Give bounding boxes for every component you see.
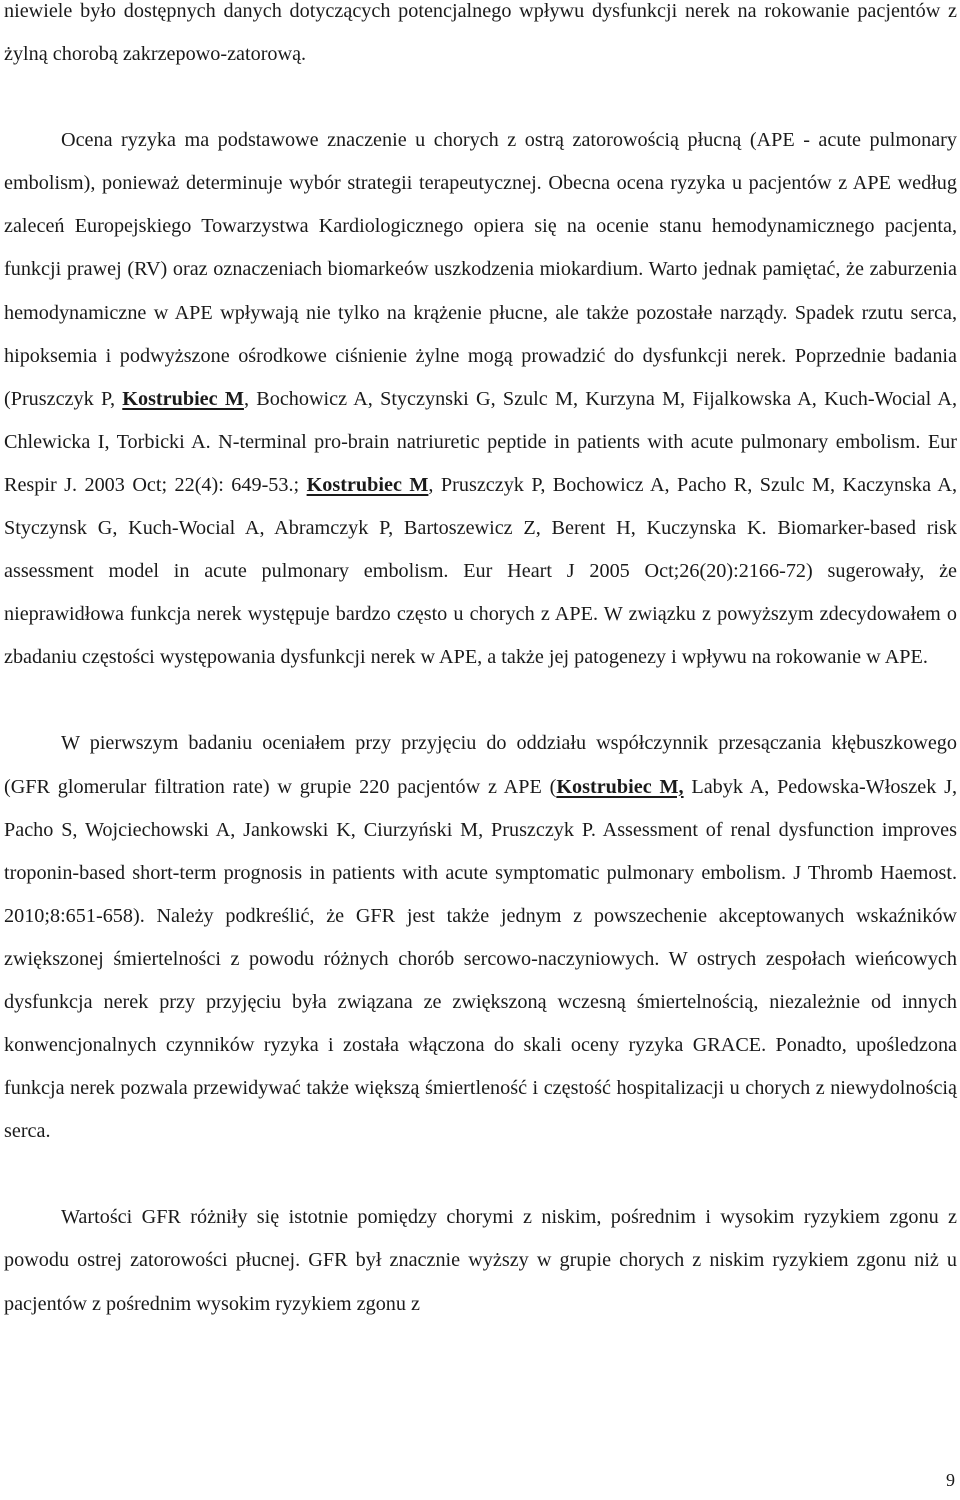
paragraph-text: Labyk A, Pedowska-Włoszek J, Pacho S, Wojciechowski A, Jankowski K, Ciurzyński M, Pruszczyk P. Assessment of renal dysfunction improves troponin-based short-term prognosis in patients with acute symptomatic pulmonary embolism. J Thromb Haemost. 2010;8:651-658). Należy podkreślić, że GFR jest także jednym z powszechenie akceptowanych wskaźników zwiększonej śmiertelności z powodu różnych chorób sercowo-naczyniowych. W ostrych zespołach wieńcowych dysfunkcja nerek przy przyjęciu była związana ze zwiększoną wczesną śmiertelnością, niezależnie od innych konwencjonalnych czynników ryzyka i została włączona do skali oceny ryzyka GRACE. Ponadto, upośledzona funkcja nerek pozwala przewidywać także większą śmiertleność i częstość hospitalizacji u chorych z niewydolnością serca.	[4, 775, 958, 1143]
paragraph-3	[4, 722, 957, 1153]
paragraph-2	[4, 119, 957, 679]
paragraph-text: W pierwszym badaniu oceniałem przy przyjęciu do oddziału współczynnik przesączania kłębuszkowego (GFR glomerular filtration rate) w grupie 220 pacjentów z APE (	[4, 732, 957, 798]
author-highlight: Kostrubiec M	[122, 387, 244, 410]
author-highlight: Kostrubiec M	[306, 473, 429, 496]
paragraph-text: , Pruszczyk P, Bochowicz A, Pacho R, Szulc M, Kaczynska A, Styczynsk G, Kuch-Wocial A, Abramczyk P, Bartoszewicz Z, Berent H, Kuczynska K. Biomarker-based risk assessment model in acute pulmonary embolism. Eur Heart J 2005 Oct;26(20):2166-72) sugerowały, że nieprawidłowa funkcja nerek występuje bardzo często u chorych z APE. W związku z powyższym zdecydowałem o zbadaniu częstości występowania dysfunkcji nerek w APE, a także jej patogenezy i wpływu na rokowanie w APE.	[4, 473, 957, 669]
author-highlight: Kostrubiec M,	[556, 775, 684, 798]
page-number: 9	[946, 1470, 955, 1490]
document-page	[4, 0, 957, 1326]
paragraph-1	[4, 0, 957, 76]
paragraph-text: Wartości GFR różniły się istotnie pomiędzy chorymi z niskim, pośrednim i wysokim ryzykiem zgonu z powodu ostrej zatorowości płucnej. GFR był znacznie wyższy w grupie chorych z niskim ryzykiem zgonu niż u pacjentów z pośrednim wysokim ryzykiem zgonu z	[4, 1206, 957, 1315]
paragraph-text: , Bochowicz A, Styczynski G, Szulc M, Kurzyna M, Fijalkowska A, Kuch-Wocial A, Chlewicka I, Torbicki A. N-terminal pro-brain natriuretic peptide in patients with acute pulmonary embolism. Eur Respir J. 2003 Oct; 22(4): 649-53.;	[4, 387, 957, 496]
paragraph-text: niewiele było dostępnych danych dotyczących potencjalnego wpływu dysfunkcji nerek na rokowanie pacjentów z żylną chorobą zakrzepowo-zatorową.	[4, 0, 957, 66]
paragraph-4	[4, 1196, 957, 1325]
paragraph-text: Ocena ryzyka ma podstawowe znaczenie u chorych z ostrą zatorowością płucną (APE - acute pulmonary embolism), ponieważ determinuje wybór strategii terapeutycznej. Obecna ocena ryzyka u pacjentów z APE według zaleceń Europejskiego Towarzystwa Kardiologicznego opiera się na ocenie stanu hemodynamicznego pacjenta, funkcji prawej (RV) oraz oznaczeniach biomarkeów uszkodzenia miokardium. Warto jednak pamiętać, że zaburzenia hemodynamiczne w APE wpływają nie tylko na krążenie płucne, ale także pozostałe narządy. Spadek rzutu serca, hipoksemia i podwyższone ośrodkowe ciśnienie żylne mogą prowadzić do dysfunkcji nerek. Poprzednie badania (Pruszczyk P,	[4, 129, 957, 410]
